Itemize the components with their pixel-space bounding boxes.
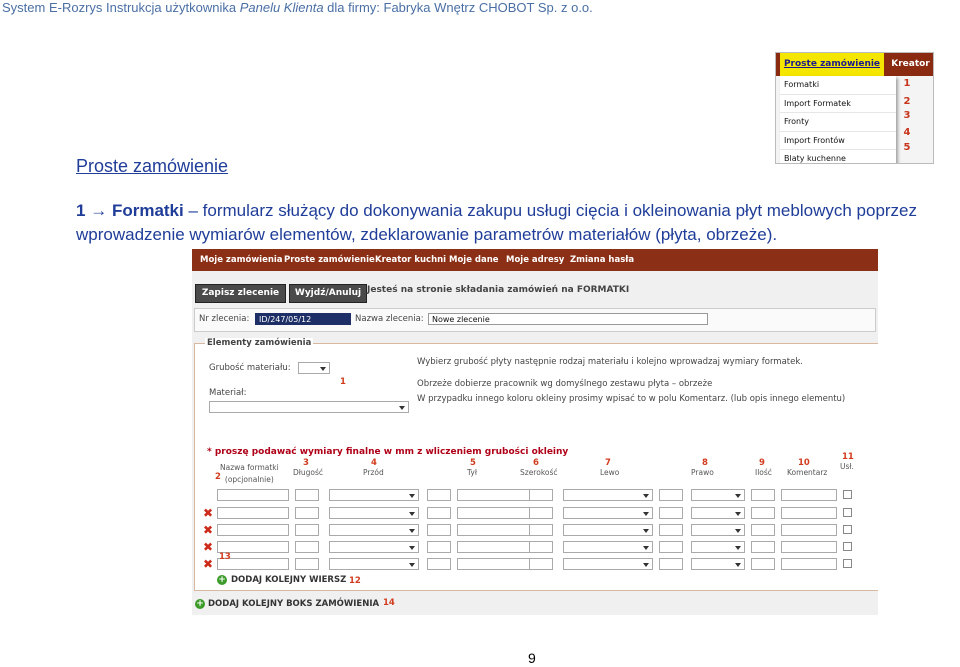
left-select[interactable] xyxy=(563,524,653,536)
length-input[interactable] xyxy=(295,524,319,536)
instruction-2: Obrzeże dobierze pracownik wg domyślnego zestawu płyta – obrzeże xyxy=(417,379,713,389)
order-elements-panel xyxy=(194,338,878,591)
thickness-select[interactable] xyxy=(298,362,330,374)
col-number: 11 xyxy=(842,452,854,462)
app-screenshot xyxy=(192,249,878,615)
width-input[interactable] xyxy=(529,558,553,570)
front-select[interactable] xyxy=(329,524,419,536)
marker-12: 12 xyxy=(349,576,361,586)
col-left-label: Lewo xyxy=(600,468,620,477)
delete-row-icon[interactable]: ✖ xyxy=(203,523,214,537)
length-input[interactable] xyxy=(295,558,319,570)
description xyxy=(76,199,960,247)
back-input[interactable] xyxy=(427,524,451,536)
right-select[interactable] xyxy=(691,489,745,501)
order-number-label: Nr zlecenia: xyxy=(199,314,250,324)
add-row-icon[interactable]: + xyxy=(218,575,226,585)
marker-13: 13 xyxy=(219,552,231,562)
left-select[interactable] xyxy=(563,507,653,519)
order-name-label: Nazwa zlecenia: xyxy=(355,314,424,324)
header-company: dla firmy: Fabryka Wnętrz CHOBOT Sp. z o.o. xyxy=(327,0,593,15)
qty-input[interactable] xyxy=(751,541,775,553)
document-header xyxy=(2,0,593,15)
description-term: Formatki xyxy=(111,201,184,220)
header-title: System E-Rozrys Instrukcja użytkownika xyxy=(2,0,237,15)
page-info: Jesteś na stronie składania zamówień na FORMATKI xyxy=(367,285,630,295)
width-input[interactable] xyxy=(529,507,553,519)
qty-input[interactable] xyxy=(751,507,775,519)
order-number-field[interactable]: ID/247/05/12 xyxy=(255,313,351,325)
col-name-label: Nazwa formatki xyxy=(220,463,279,472)
qty-input[interactable] xyxy=(751,558,775,570)
right-input[interactable] xyxy=(659,489,683,501)
thickness-label: Grubość materiału: xyxy=(209,363,291,373)
col-number: 8 xyxy=(702,458,708,468)
length-input[interactable] xyxy=(295,489,319,501)
right-select[interactable] xyxy=(691,524,745,536)
name-input[interactable] xyxy=(217,507,289,519)
description-number: 1 xyxy=(76,201,86,220)
back-input[interactable] xyxy=(427,507,451,519)
col-number: 7 xyxy=(605,458,611,468)
col-qty-label: Ilość xyxy=(755,468,772,477)
back-input[interactable] xyxy=(427,558,451,570)
dropdown-menu xyxy=(780,76,896,163)
col-number: 6 xyxy=(533,458,539,468)
panel-legend: Elementy zamówienia xyxy=(207,338,312,348)
left-select[interactable] xyxy=(563,489,653,501)
col-back-label: Tył xyxy=(467,468,477,477)
right-select[interactable] xyxy=(691,558,745,570)
nav-my-data[interactable]: Moje dane xyxy=(449,255,499,265)
menu-number: 3 xyxy=(903,110,911,121)
instruction-3: W przypadku innego koloru okleiny prosimy wpisać to w polu Komentarz. (lub opis innego elementu) xyxy=(417,394,846,404)
order-name-field[interactable]: Nowe zlecenie xyxy=(428,313,708,325)
col-service-label: Usł. xyxy=(840,462,854,471)
front-select[interactable] xyxy=(329,541,419,553)
dimensions-warning: * proszę podawać wymiary finalne w mm z wliczeniem grubości okleiny xyxy=(207,447,569,457)
name-input[interactable] xyxy=(217,524,289,536)
page-number: 9 xyxy=(528,650,536,666)
delete-row-icon[interactable]: ✖ xyxy=(203,540,214,554)
instruction-1: Wybierz grubość płyty następnie rodzaj materiału i kolejno wprowadzaj wymiary formatek. xyxy=(417,357,803,367)
col-number: 2 xyxy=(215,472,221,482)
menu-number: 1 xyxy=(903,78,911,89)
right-input[interactable] xyxy=(659,524,683,536)
arrow-icon: → xyxy=(90,201,108,220)
section-title: Proste zamówienie xyxy=(76,156,229,176)
nav-kitchen-creator[interactable]: Kreator kuchni xyxy=(375,255,447,265)
add-row-link[interactable]: DODAJ KOLEJNY WIERSZ xyxy=(231,575,347,585)
menu-item-fronty[interactable]: Fronty xyxy=(780,113,896,132)
col-comment-label: Komentarz xyxy=(787,468,828,477)
width-input[interactable] xyxy=(529,489,553,501)
save-order-button[interactable]: Zapisz zlecenie xyxy=(195,284,286,303)
service-checkbox[interactable] xyxy=(843,525,852,534)
front-select[interactable] xyxy=(329,507,419,519)
col-name-sublabel: (opcjonalnie) xyxy=(224,475,274,484)
name-input[interactable] xyxy=(217,489,289,501)
col-number: 10 xyxy=(798,458,810,468)
menu-item-import-frontow[interactable]: Import Frontów xyxy=(780,132,896,151)
qty-input[interactable] xyxy=(751,489,775,501)
nav-change-password[interactable]: Zmiana hasła xyxy=(570,255,635,265)
col-number: 9 xyxy=(759,458,765,468)
menu-item-import-formatek[interactable]: Import Formatek xyxy=(780,95,896,114)
col-number: 3 xyxy=(303,458,309,468)
width-input[interactable] xyxy=(529,524,553,536)
nav-simple-order[interactable]: Proste zamówienie xyxy=(284,255,375,265)
right-select[interactable] xyxy=(691,541,745,553)
service-checkbox[interactable] xyxy=(843,508,852,517)
description-text: – formularz służący do dokonywania zakupu usługi cięcia i okleinowania płyt meblowych poprzez wprowadzenie wymiarów elementów, zdeklarowanie parametrów materiałów (płyta, obrzeże). xyxy=(76,201,918,244)
exit-cancel-button[interactable]: Wyjdź/Anuluj xyxy=(289,284,367,303)
menu-tab-creator[interactable]: Kreator xyxy=(891,59,930,69)
qty-input[interactable] xyxy=(751,524,775,536)
service-checkbox[interactable] xyxy=(843,559,852,568)
marker-14: 14 xyxy=(383,598,395,608)
comment-input[interactable] xyxy=(781,524,837,536)
nav-my-orders[interactable]: Moje zamówienia xyxy=(200,255,283,265)
material-label: Materiał: xyxy=(209,388,247,398)
comment-input[interactable] xyxy=(781,489,837,501)
menu-number: 5 xyxy=(903,142,911,153)
right-input[interactable] xyxy=(659,541,683,553)
nav-my-addresses[interactable]: Moje adresy xyxy=(506,255,565,265)
width-input[interactable] xyxy=(529,541,553,553)
main-nav xyxy=(192,249,878,271)
service-checkbox[interactable] xyxy=(843,542,852,551)
menu-number: 2 xyxy=(903,96,911,107)
material-select[interactable] xyxy=(209,401,409,413)
comment-input[interactable] xyxy=(781,507,837,519)
right-select[interactable] xyxy=(691,507,745,519)
length-input[interactable] xyxy=(295,507,319,519)
back-input[interactable] xyxy=(427,489,451,501)
menu-number: 4 xyxy=(903,127,911,138)
right-input[interactable] xyxy=(659,507,683,519)
menu-screenshot xyxy=(775,52,934,164)
col-front-label: Przód xyxy=(363,468,384,477)
menu-tab-simple-order[interactable]: Proste zamówienie xyxy=(780,53,884,76)
order-header-row xyxy=(194,308,876,332)
col-length-label: Długość xyxy=(293,468,324,477)
col-number: 4 xyxy=(371,458,377,468)
add-box-icon[interactable]: + xyxy=(196,599,204,609)
col-right-label: Prawo xyxy=(691,468,714,477)
comment-input[interactable] xyxy=(781,541,837,553)
left-select[interactable] xyxy=(563,541,653,553)
delete-row-icon[interactable]: ✖ xyxy=(203,506,214,520)
left-select[interactable] xyxy=(563,558,653,570)
menu-item-formatki[interactable]: Formatki xyxy=(780,76,896,95)
front-select[interactable] xyxy=(329,558,419,570)
col-width-label: Szerokość xyxy=(520,468,558,477)
right-input[interactable] xyxy=(659,558,683,570)
delete-row-icon[interactable]: ✖ xyxy=(203,557,214,571)
col-number: 5 xyxy=(470,458,476,468)
header-panel: Panelu Klienta xyxy=(239,0,324,15)
comment-input[interactable] xyxy=(781,558,837,570)
length-input[interactable] xyxy=(295,541,319,553)
marker-1: 1 xyxy=(340,377,346,387)
service-checkbox[interactable] xyxy=(843,490,852,499)
add-box-link[interactable]: DODAJ KOLEJNY BOKS ZAMÓWIENIA xyxy=(208,599,380,609)
col-name xyxy=(220,463,279,484)
front-select[interactable] xyxy=(329,489,419,501)
menu-item-blaty[interactable]: Blaty kuchenne xyxy=(780,150,896,164)
back-input[interactable] xyxy=(427,541,451,553)
